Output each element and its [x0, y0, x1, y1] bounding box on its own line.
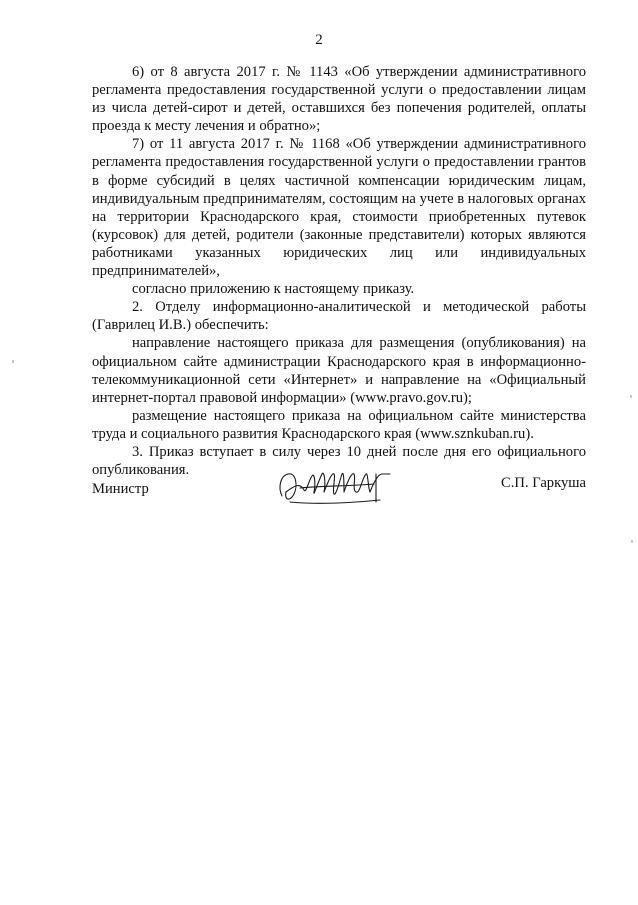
paragraph-item-7: 7) от 11 августа 2017 г. № 1168 «Об утверждении административного регламента предоставления государственной услуги о предоставлении грантов в форме субсидий в целях частичной компенсации юридическим лицам, индивидуальным предпринимателям, состоящим на учете в налоговых органах на территории Краснодарского края, стоимости приобретенных путевок (курсовок) для детей, родители (законные представители) которых являются работниками указанных юридических лиц или индивидуальных предпринимателей»,: [92, 136, 586, 280]
paragraph-section-2: 2. Отделу информационно-аналитической и методической работы (Гаврилец И.В.) обеспечить:: [92, 299, 586, 334]
paragraph-item-6: 6) от 8 августа 2017 г. № 1143 «Об утверждении административного регламента предоставления государственной услуги о предоставлении лицам из числа детей-сирот и детей, оставшихся без попечения родителей, оплаты проезда к месту лечения и обратно»;: [92, 64, 586, 135]
paragraph-publication-portal: направление настоящего приказа для размещения (опубликования) на официальном сайте администрации Краснодарского края в информационно-телекоммуникационной сети «Интернет» и направление на «Официальный интернет-портал правовой информации» (www.pravo.gov.ru);: [92, 335, 586, 406]
handwritten-signature: [270, 452, 400, 512]
scan-speck: [631, 540, 633, 543]
paragraph-section-3: 3. Приказ вступает в силу через 10 дней после дня его официального опубликования.: [92, 443, 586, 479]
paragraph-publication-ministry: размещение настоящего приказа на официальном сайте министерства труда и социального развития Краснодарского края (www.sznkuban.ru).: [92, 407, 586, 442]
document-body: [92, 63, 586, 479]
page-number: 2: [315, 32, 323, 48]
scan-speck: [12, 360, 14, 363]
signatory-name: С.П. Гаркуша: [501, 475, 586, 491]
scan-speck: [630, 395, 632, 398]
signatory-position: Министр: [92, 481, 149, 497]
paragraph-appendix-note: согласно приложению к настоящему приказу.: [132, 281, 415, 298]
